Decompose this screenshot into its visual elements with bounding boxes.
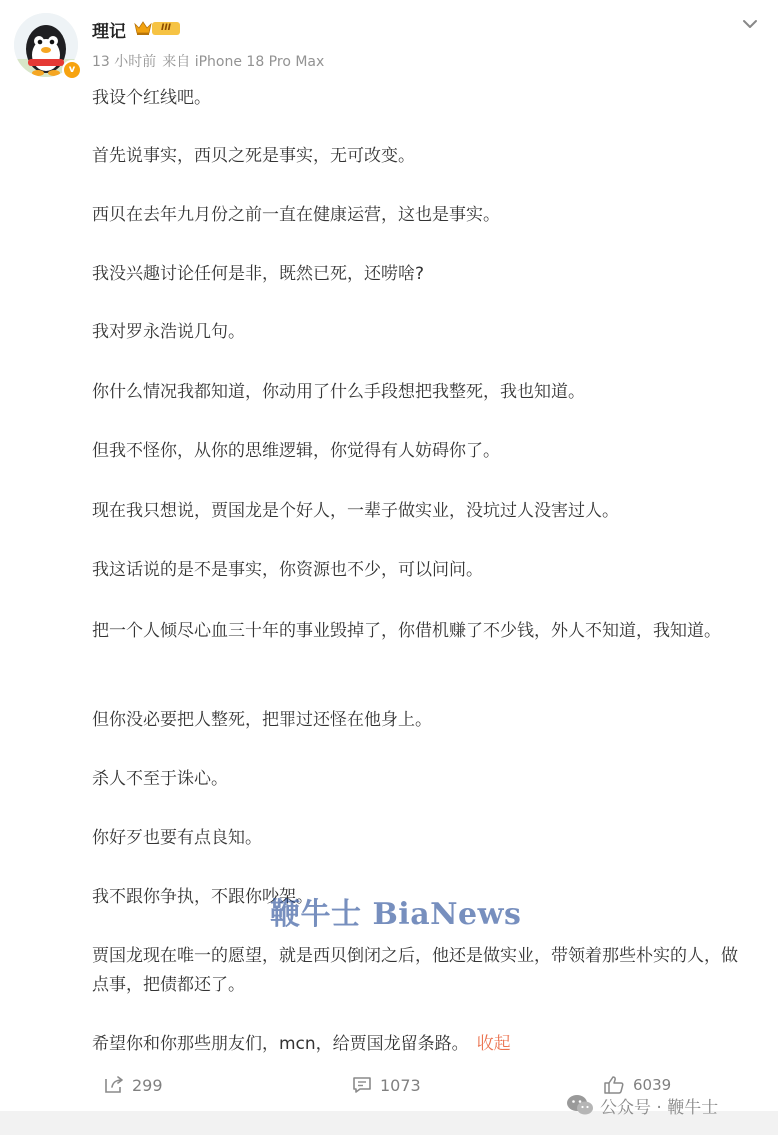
- chevron-down-icon[interactable]: [740, 14, 760, 34]
- wechat-label: 公众号 · 鞭牛士: [600, 1097, 719, 1118]
- comment-icon: [352, 1076, 372, 1094]
- repost-count: 299: [132, 1075, 163, 1095]
- post-paragraph: 但你没必要把人整死，把罪过还怪在他身上。: [92, 710, 432, 730]
- post-meta: [92, 51, 324, 71]
- post-paragraph: 杀人不至于诛心。: [92, 769, 228, 789]
- post-paragraph: 但我不怪你，从你的思维逻辑，你觉得有人妨碍你了。: [92, 441, 500, 461]
- watermark: 鞭牛士 BiaNews: [270, 897, 522, 932]
- post-paragraph: 现在我只想说，贾国龙是个好人，一辈子做实业，没坑过人没害过人。: [92, 501, 619, 521]
- post-paragraph: 你好歹也要有点良知。: [92, 828, 262, 848]
- level-badge: III: [152, 22, 180, 35]
- wechat-icon: [566, 1094, 594, 1116]
- post-paragraph: 我对罗永浩说几句。: [92, 322, 245, 342]
- comment-button[interactable]: [352, 1074, 421, 1096]
- post-source: 来自 iPhone 18 Pro Max: [162, 54, 325, 70]
- post-paragraph: 把一个人倾尽心血三十年的事业毁掉了，你借机赚了不少钱，外人不知道，我知道。: [92, 621, 721, 641]
- post-paragraph-last: [92, 1030, 752, 1059]
- like-count: 6039: [633, 1076, 672, 1094]
- post-paragraph: 我不跟你争执，不跟你吵架。: [92, 887, 313, 907]
- post-paragraph: 我这话说的是不是事实，你资源也不少，可以问问。: [92, 560, 483, 580]
- post-paragraph: 我设个红线吧。: [92, 88, 211, 108]
- post-time[interactable]: 13 小时前: [92, 54, 157, 70]
- wechat-attribution: [566, 1092, 718, 1118]
- comment-count: 1073: [380, 1075, 421, 1095]
- verified-badge: v: [62, 60, 82, 80]
- crown-icon: [134, 20, 152, 36]
- post-paragraph: 西贝在去年九月份之前一直在健康运营，这也是事实。: [92, 205, 500, 225]
- post-paragraph: 贾国龙现在唯一的愿望，就是西贝倒闭之后，他还是做实业，带领着那些朴实的人，做点事，把债都还了。: [92, 946, 738, 995]
- post-paragraph: 我没兴趣讨论任何是非，既然已死，还唠啥?: [92, 264, 425, 284]
- author-name[interactable]: 理记: [92, 22, 126, 42]
- post-paragraph: 你什么情况我都知道，你动用了什么手段想把我整死，我也知道。: [92, 382, 585, 402]
- collapse-link[interactable]: 收起: [476, 1034, 511, 1054]
- share-icon: [104, 1076, 124, 1094]
- post-paragraph: 希望你和你那些朋友们，mcn，给贾国龙留条路。: [92, 1034, 469, 1054]
- repost-button[interactable]: [104, 1074, 163, 1096]
- post-paragraph: 首先说事实，西贝之死是事实，无可改变。: [92, 146, 415, 166]
